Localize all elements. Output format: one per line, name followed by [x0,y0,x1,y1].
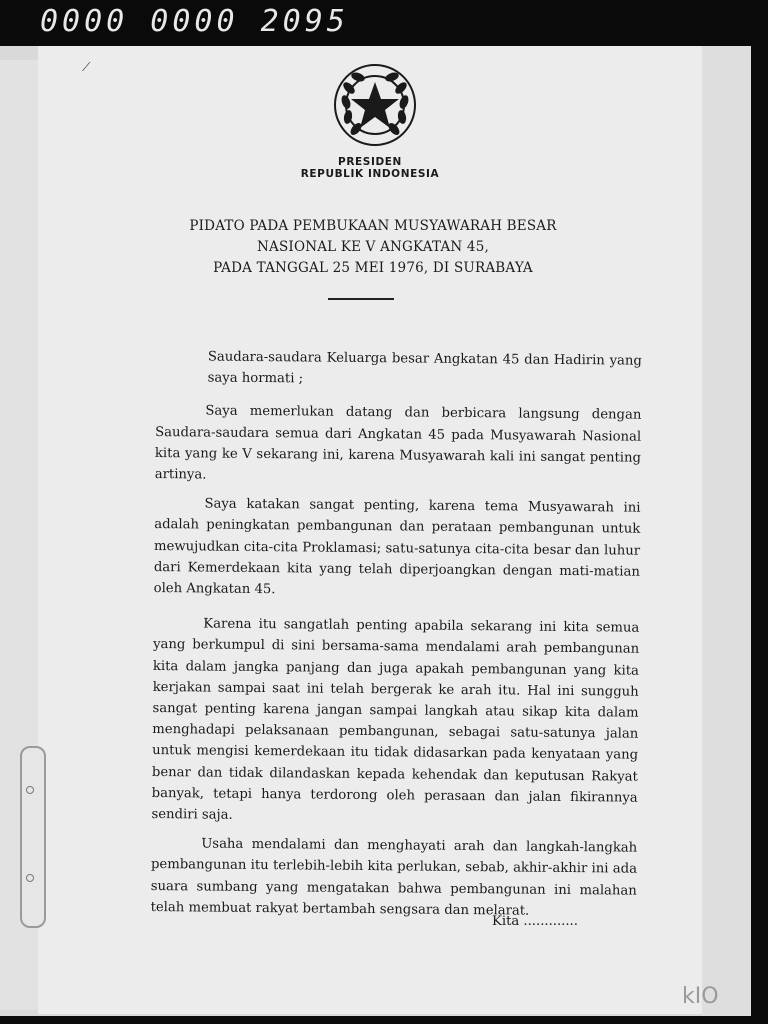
title-line: PIDATO PADA PEMBUKAAN MUSYAWARAH BESAR [189,218,557,234]
clip-hole [26,786,34,794]
paragraph: Usaha mendalami dan menghayati arah dan langkah-langkah pembangunan itu terlebih-lebih kita perlukan, sebab, akhir-akhir ini ada suara sumbang yang mengatakan bahwa pembangunan ini malahan telah membuat rakyat bertambah sengsara dan melarat. [150,836,638,919]
title-divider [328,298,394,300]
film-frame-code: 0000 0000 2095 [40,4,349,39]
scratch-mark: ⟋ [82,60,91,74]
paragraph: Karena itu sangatlah penting apabila sekarang ini kita semua yang berkumpul di sini bersama-sama mendalami arah pembangunan kita dalam jangka panjang dan juga apakah pembangunan yang kita kerjakan sampai saat ini telah bergerak ke arah itu. Hal ini sungguh sangat penting karena jangan sampai langkah atau sikap kita dalam menghadapi pelaksanaan pembangunan, sebagai satu-satunya jalan untuk mengisi kemerdekaan itu tidak didasarkan pada kenyataan yang benar dan tidak dilandaskan kepada kehendak dan keputusan Rakyat banyak, tetapi hanya terdorong oleh perasaan dan jalan fikirannya sendiri saja. [151,616,640,823]
corner-mark: kIO [682,984,719,1009]
letterhead-line-2: REPUBLIK INDONESIA [300,168,440,180]
paragraph: Saya memerlukan datang dan berbicara langsung dengan Saudara-saudara semua dari Angkatan 45 pada Musyawarah Nasional kita yang ke V sekarang ini, karena Musyawarah kali ini sangat penting artinya. [154,403,642,483]
catchword: Kita ............. [492,914,578,929]
title-line: NASIONAL KE V ANGKATAN 45, [257,239,489,255]
salutation: Saudara-saudara Keluarga besar Angkatan 45 dan Hadirin yang saya hormati ; [207,349,642,387]
paragraph: Saya katakan sangat penting, karena tema Musyawarah ini adalah peningkatan pembangunan dan perataan pembangunan untuk mewujudkan cita-cita Proklamasi; satu-satunya cita-cita besar dan luhur dari Kemerdekaan kita yang telah diperjoangkan dengan mati-matian oleh Angkatan 45. [153,496,641,598]
binder-clip [20,746,46,928]
state-emblem-icon [332,62,418,148]
title-line: PADA TANGGAL 25 MEI 1976, DI SURABAYA [213,260,533,276]
right-edge-strip [700,46,751,1016]
speech-title [148,216,598,279]
letterhead-line-1: PRESIDEN [338,156,402,168]
document-page [38,46,702,1014]
speech-body [150,346,642,931]
clip-hole [26,874,34,882]
